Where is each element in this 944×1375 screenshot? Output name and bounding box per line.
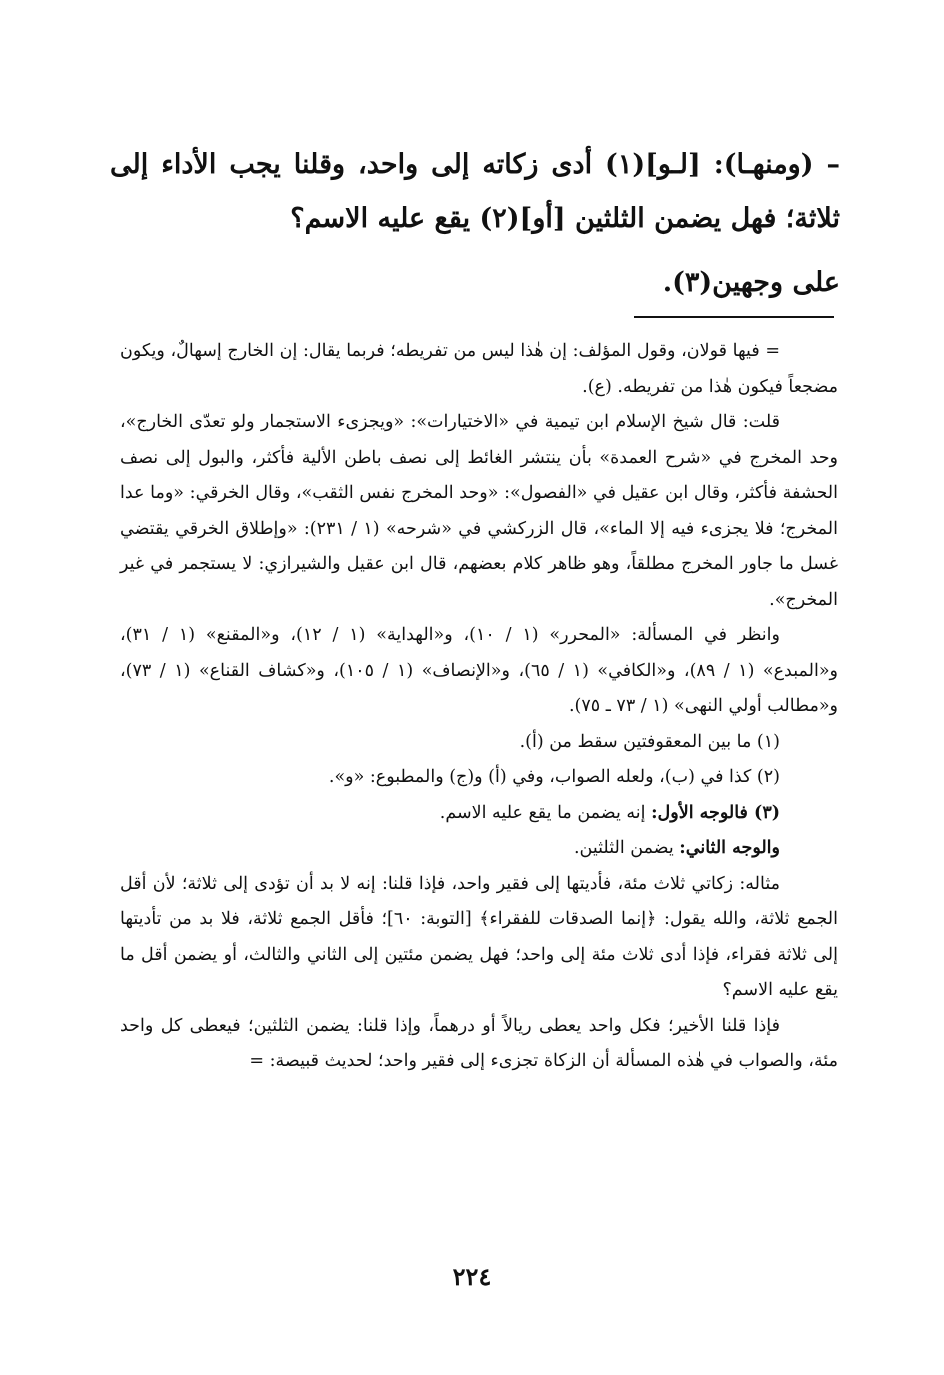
- footnote-example: مثاله: زكاتي ثلاث مئة، فأديتها إلى فقير واحد، فإذا قلنا: إنه لا بد أن تؤدى إلى ثلاثة؛ لأن أقل الجمع ثلاثة، والله يقول: ﴿إنما الصدقات للفقراء﴾ [التوبة: ٦٠]؛ فأقل الجمع ثلاثة، فلا بد من تأديتها إلى ثلاثة فقراء، فإذا أدى ثلاث مئة إلى واحد؛ فهل يضمن مئتين إلى الثاني والثالث، أو يضمن أقل ما يقع عليه الاسم؟: [120, 873, 838, 1000]
- footnote-separator: [634, 316, 834, 318]
- footnote-conclusion: فإذا قلنا الأخير؛ فكل واحد يعطى ريالاً أو درهماً، وإذا قلنا: يضمن الثلثين؛ فيعطى كل واحد مئة، والصواب في هٰذه المسألة أن الزكاة تجزىء إلى فقير واحد؛ لحديث قبيصة: =: [120, 1015, 838, 1071]
- footnote-carryover: = فيها قولان، وقول المؤلف: إن هٰذا ليس من تفريطه؛ فربما يقال: إن الخارج إسهالٌ، ويكون مضجعاً فيكون هٰذا من تفريطه. (ع).: [120, 341, 838, 397]
- page-number: ٢٢٤: [452, 1262, 492, 1291]
- main-text: [110, 138, 840, 310]
- footnote-references: وانظر في المسألة: «المحرر» (١ / ١٠)، و«الهداية» (١ / ١٢)، و«المقنع» (١ / ٣١)، و«المبدع» (١ / ٨٩)، و«الكافي» (١ / ٦٥)، و«الإنصاف» (١ / ١٠٥)، و«كشاف القناع» (١ / ٧٣)، و«مطالب أولي النهى» (١ / ٧٣ ـ ٧٥).: [120, 625, 838, 716]
- footnote-3-second-lead: والوجه الثاني:: [679, 838, 780, 858]
- footnote-3-second-text: يضمن الثلثين.: [573, 838, 680, 858]
- main-paragraph-end: على وجهين(٣).: [662, 267, 840, 298]
- main-paragraph: – (ومنهـا): [لـو](١) أدى زكاته إلى واحد، وقلنا يجب الأداء إلى ثلاثة؛ فهل يضمن الثلثين [أو](٢) يقع عليه الاسم؟: [110, 149, 840, 234]
- footnote-3: [120, 796, 838, 832]
- footnote-1: (١) ما بين المعقوفتين سقط من (أ).: [519, 731, 780, 752]
- footnote-2: (٢) كذا في (ب)، ولعله الصواب، وفي (أ) و(ج) والمطبوع: «و».: [328, 767, 780, 787]
- footnote-paragraph: قلت: قال شيخ الإسلام ابن تيمية في «الاختيارات»: «ويجزىء الاستجمار ولو تعدّى الخارج»، وحد المخرج في «شرح العمدة» بأن ينتشر الغائط إلى نصف باطن الألية فأكثر، والبول إلى نصف الحشفة فأكثر، وقال ابن عقيل في «الفصول»: «وحد المخرج نفس الثقب»، وقال الخرقي: «وما عدا المخرج؛ فلا يجزىء فيه إلا الماء»، قال الزركشي في «شرحه» (١ / ٢٣١): «وإطلاق الخرقي يقتضي غسل ما جاور المخرج مطلقاً، وهو ظاهر كلام بعضهم، قال ابن عقيل والشيرازي: لا يستجمر في غير المخرج».: [120, 412, 838, 610]
- footnotes: [120, 334, 838, 1080]
- footnote-3-lead: (٣) فالوجه الأول:: [651, 802, 780, 823]
- footnote-3-text: إنه يضمن ما يقع عليه الاسم.: [439, 802, 652, 823]
- footnote-3-second: [120, 831, 838, 867]
